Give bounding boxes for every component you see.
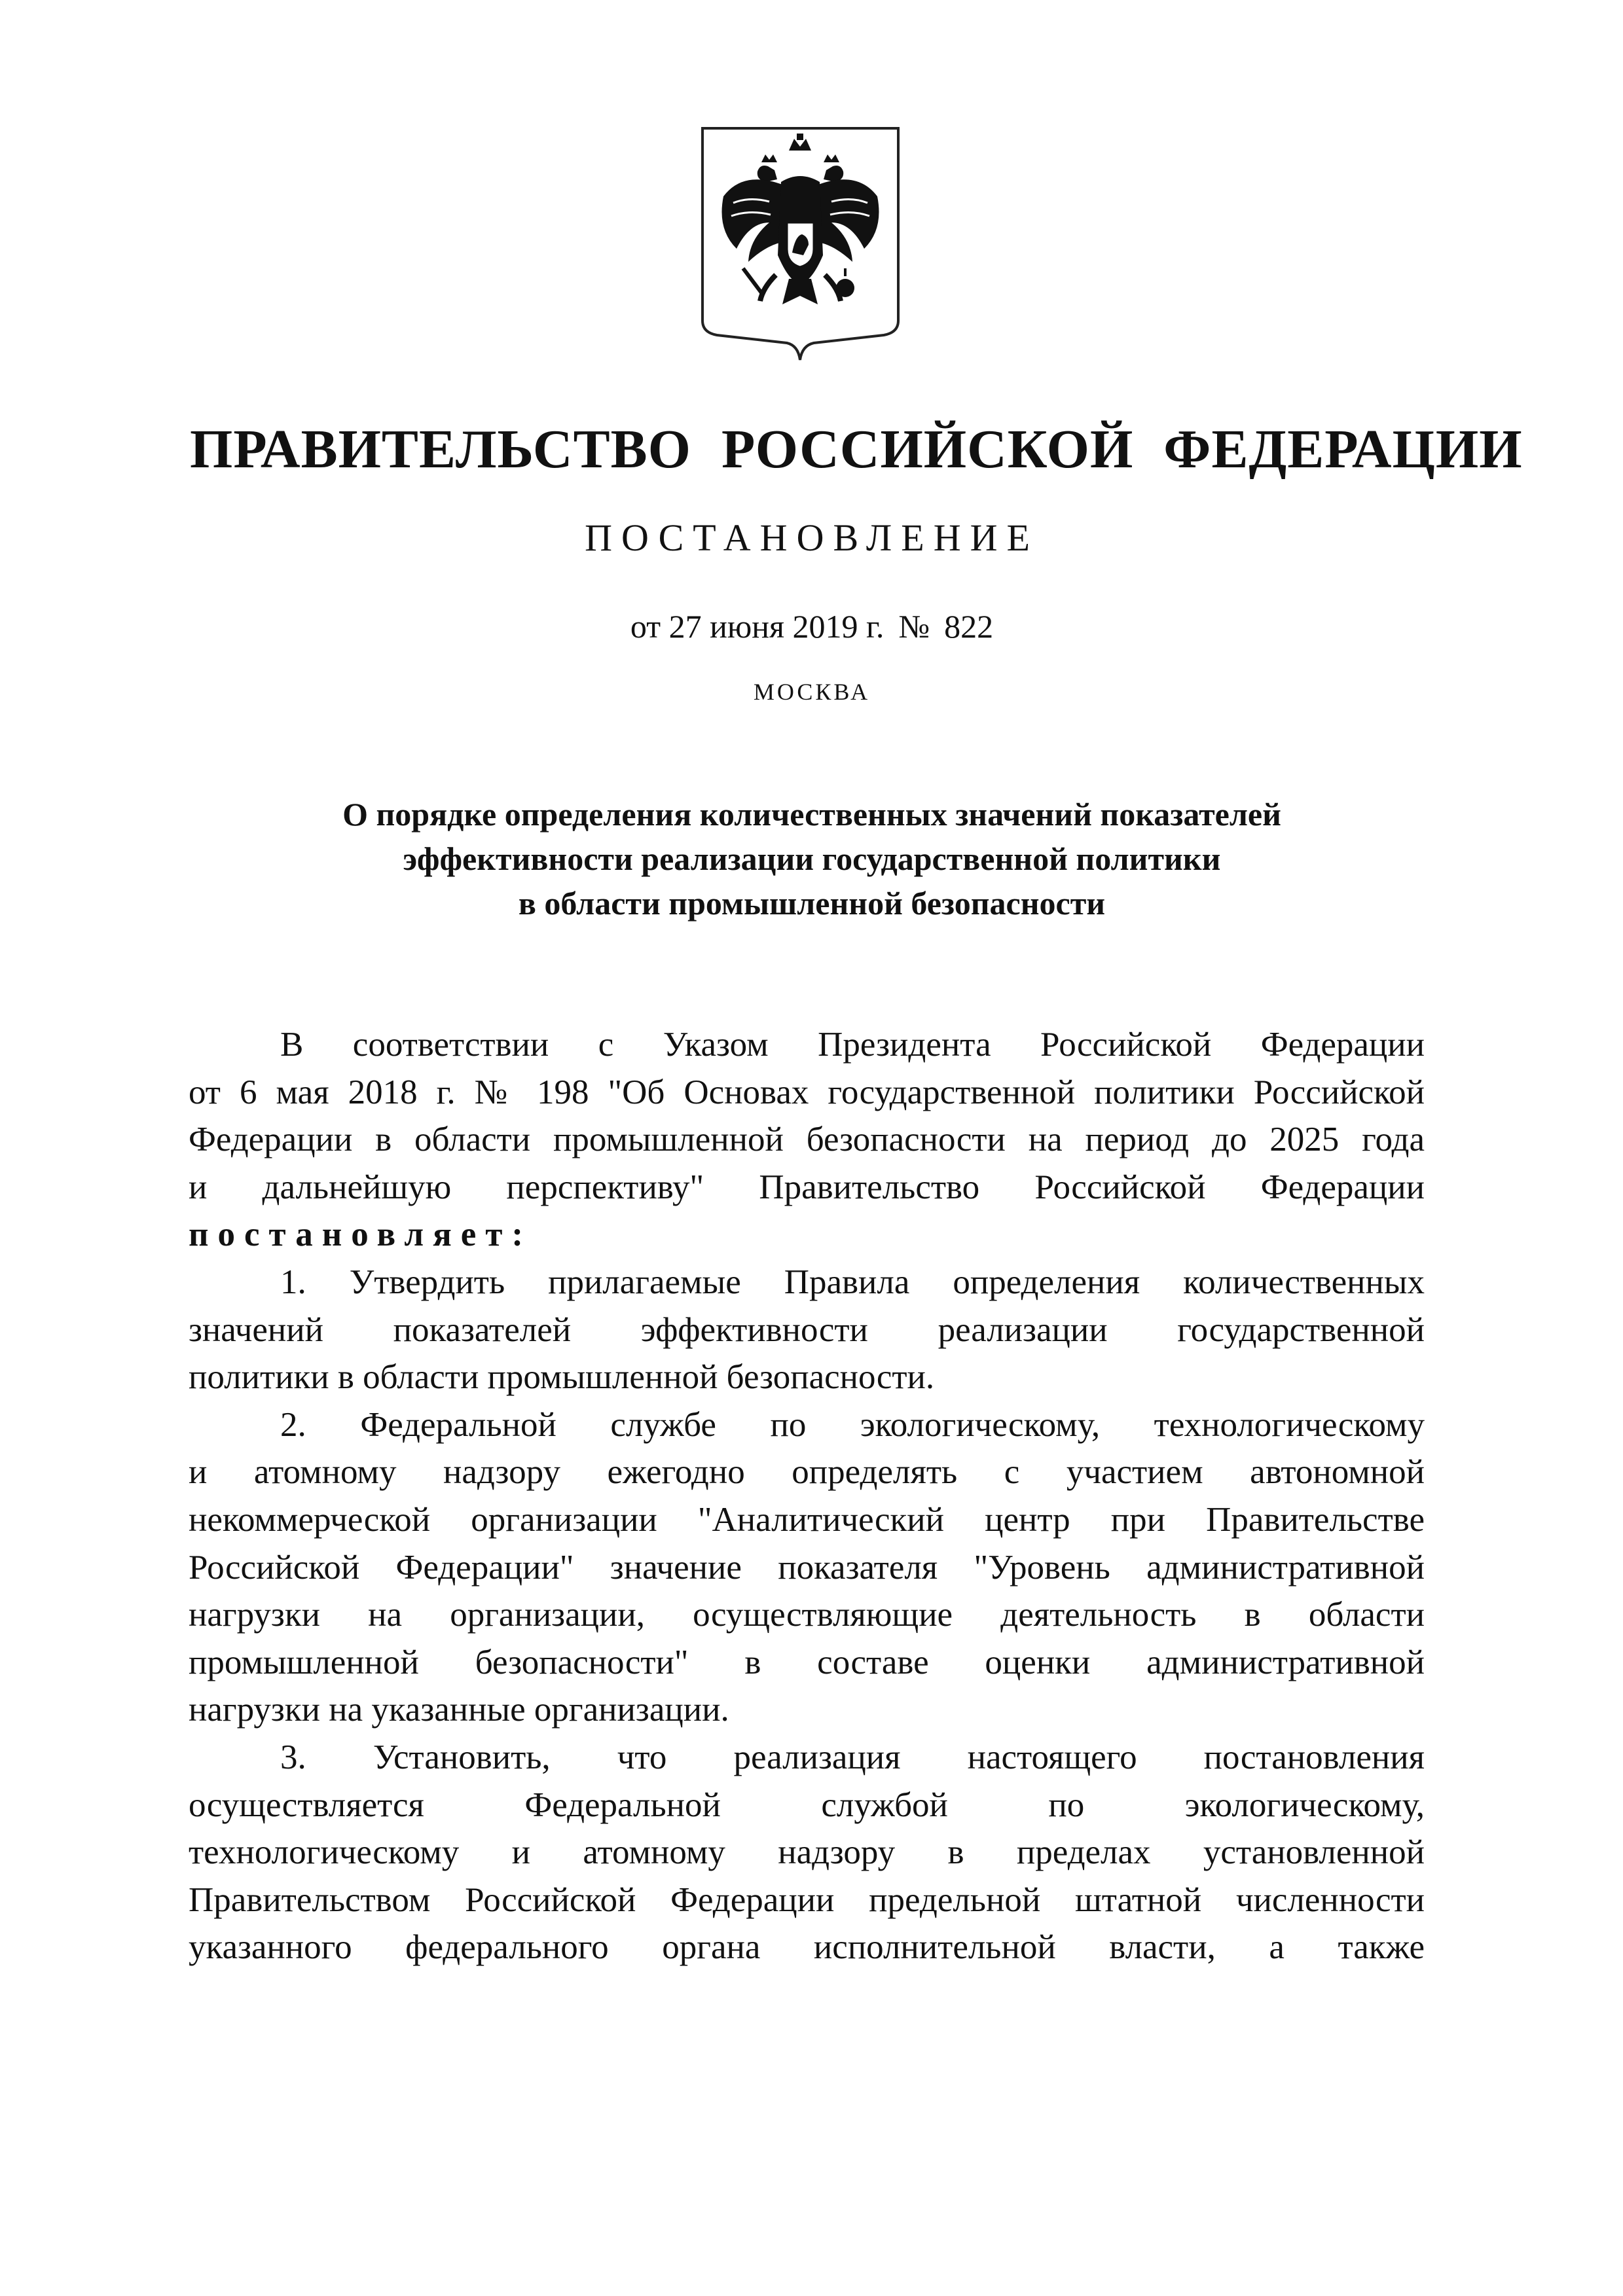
text-line: осуществляется Федеральной службой по экологическому, xyxy=(189,1785,1425,1824)
coat-of-arms-icon xyxy=(697,124,903,367)
decree-subject xyxy=(196,792,1427,925)
city: МОСКВА xyxy=(753,679,871,705)
text-line: Правительством Российской Федерации предельной штатной численности xyxy=(189,1880,1425,1919)
government-title: ПРАВИТЕЛЬСТВО РОССИЙСКОЙ ФЕДЕРАЦИИ xyxy=(190,419,1523,480)
text-line: 3. Установить, что реализация настоящего постановления xyxy=(280,1738,1425,1776)
decree-date: от 27 июня 2019 г. xyxy=(630,608,884,645)
subject-line: эффективности реализации государственной политики xyxy=(403,840,1221,877)
text-line: промышленной безопасности" в составе оценки административной xyxy=(189,1643,1425,1681)
date-number-line xyxy=(190,603,1434,649)
subject-line: в области промышленной безопасности xyxy=(518,885,1106,922)
text-line: нагрузки на организации, осуществляющие деятельность в области xyxy=(189,1596,1425,1634)
text-line: значений показателей эффективности реализации государственной xyxy=(189,1310,1425,1349)
text-line: нагрузки на указанные организации. xyxy=(189,1691,729,1729)
text-line: Российской Федерации" значение показателя "Уровень административной xyxy=(189,1548,1425,1587)
decrees-word: постановляет: xyxy=(189,1215,532,1254)
text-line: некоммерческой организации "Аналитический центр при Правительстве xyxy=(189,1500,1425,1539)
item-1-paragraph xyxy=(189,1259,1425,1401)
number-sign: № xyxy=(898,608,930,645)
item-2-paragraph xyxy=(189,1401,1425,1734)
preamble-paragraph xyxy=(189,1021,1425,1259)
subject-line: О порядке определения количественных значений показателей xyxy=(342,796,1281,833)
text-line: указанного федерального органа исполнительной власти, а также xyxy=(189,1928,1425,1967)
document-type: ПОСТАНОВЛЕНИЕ xyxy=(585,516,1039,559)
item-3-paragraph xyxy=(189,1734,1425,1971)
text-line: технологическому и атомному надзору в пределах установленной xyxy=(189,1833,1425,1872)
text-line: 2. Федеральной службе по экологическому, технологическому xyxy=(280,1405,1425,1444)
text-line: Федерации в области промышленной безопасности на период до 2025 года xyxy=(189,1121,1425,1159)
decree-body xyxy=(189,1021,1425,1971)
text-line: политики в области промышленной безопасности. xyxy=(189,1358,935,1397)
text-line: 1. Утвердить прилагаемые Правила определения количественных xyxy=(280,1263,1425,1301)
text-line: В соответствии с Указом Президента Российской Федерации xyxy=(280,1026,1425,1064)
text-line: и дальнейшую перспективу" Правительство Российской Федерации xyxy=(189,1168,1425,1206)
decree-number: 822 xyxy=(944,608,994,645)
text-line: и атомному надзору ежегодно определять с участием автономной xyxy=(189,1453,1425,1492)
text-line: от 6 мая 2018 г. № 198 "Об Основах государственной политики Российской xyxy=(189,1073,1425,1111)
